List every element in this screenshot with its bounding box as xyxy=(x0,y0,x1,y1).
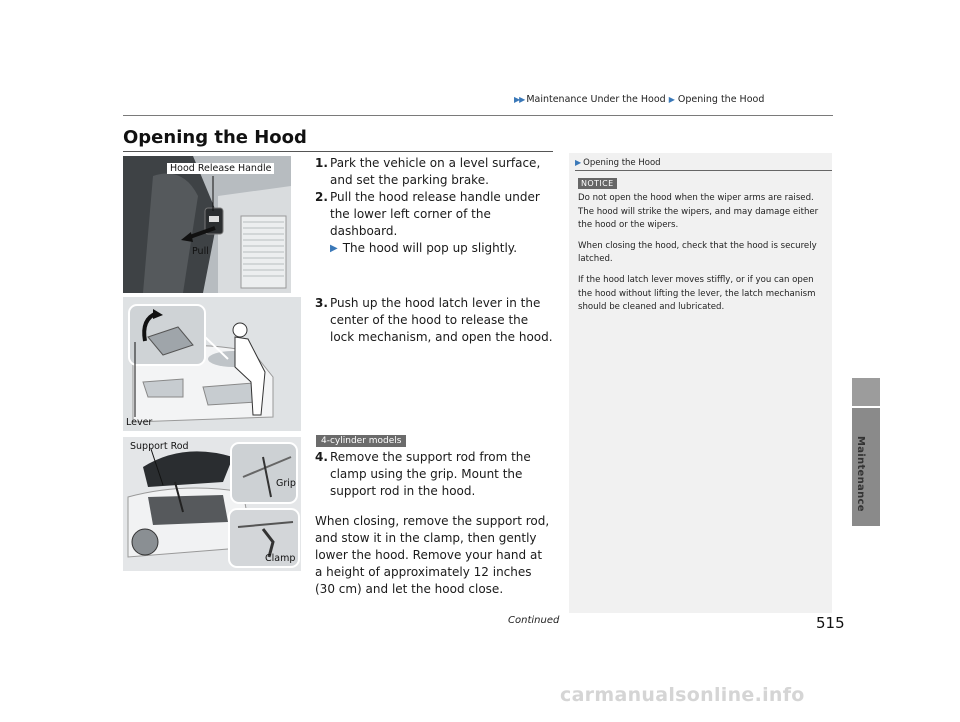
note-text xyxy=(578,192,826,322)
title-rule xyxy=(123,151,553,152)
note-title-text: Opening the Hood xyxy=(583,158,661,168)
hood-release-illustration xyxy=(123,156,291,293)
step-1 xyxy=(315,155,555,189)
step-1-text: Park the vehicle on a level surface, and set the parking brake. xyxy=(330,156,541,187)
step-2-number: 2. xyxy=(315,190,328,204)
side-tab-label: Maintenance xyxy=(855,436,866,512)
breadcrumb-arrow-icon: ▶▶ xyxy=(514,95,525,104)
note-title xyxy=(575,158,661,168)
step-2-text: Pull the hood release handle under the lower left corner of the dashboard. xyxy=(330,190,540,238)
breadcrumb xyxy=(514,94,764,105)
notice-badge: NOTICE xyxy=(578,178,617,189)
label-support-rod: Support Rod xyxy=(130,441,189,452)
label-hood-release-handle: Hood Release Handle xyxy=(167,163,274,174)
step-3 xyxy=(315,295,555,346)
step-4-text: Remove the support rod from the clamp using the grip. Mount the support rod in the hood. xyxy=(330,450,531,498)
model-badge: 4-cylinder models xyxy=(316,435,406,447)
breadcrumb-separator-icon: ▶ xyxy=(668,95,675,104)
step-4-number: 4. xyxy=(315,450,328,464)
note-paragraph-3: If the hood latch lever moves stiffly, or if you can open the hood without lifting the lever, the latch mechanism should be cleaned and lubricated. xyxy=(578,274,816,313)
step-3-text: Push up the hood latch lever in the center of the hood to release the lock mechanism, and open the hood. xyxy=(330,296,553,344)
step-2-sub-text: The hood will pop up slightly. xyxy=(342,241,518,255)
label-pull: Pull xyxy=(192,246,209,257)
hood-release-image xyxy=(123,156,291,293)
label-lever: Lever xyxy=(126,417,153,428)
step-2-sub-arrow-icon: ▶ xyxy=(330,243,338,254)
support-rod-illustration xyxy=(123,437,301,571)
label-clamp: Clamp xyxy=(265,553,296,564)
step-1-number: 1. xyxy=(315,156,328,170)
watermark: carmanualsonline.info xyxy=(560,684,805,706)
step-4 xyxy=(315,449,555,500)
continued-label: Continued xyxy=(508,615,560,626)
note-paragraph-1: Do not open the hood when the wiper arms are raised. The hood will strike the wipers, and may damage either the hood or the wipers. xyxy=(578,193,819,231)
side-tab-top xyxy=(852,378,880,406)
breadcrumb-parent[interactable]: Maintenance Under the Hood xyxy=(526,94,666,105)
page-number: 515 xyxy=(816,614,845,632)
closing-paragraph: When closing, remove the support rod, and stow it in the clamp, then gently lower the hood. Remove your hand at a height of approximately 12 inches (30 cm) and let the hood close. xyxy=(315,514,550,596)
step-3-number: 3. xyxy=(315,296,328,310)
label-grip: Grip xyxy=(276,478,296,489)
hood-latch-image xyxy=(123,297,301,431)
step-2 xyxy=(315,189,555,257)
note-rule xyxy=(575,170,832,171)
note-arrow-icon: ▶ xyxy=(575,158,582,167)
note-paragraph-2: When closing the hood, check that the hood is securely latched. xyxy=(578,240,817,265)
page-title: Opening the Hood xyxy=(123,127,307,148)
support-rod-image xyxy=(123,437,301,571)
hood-latch-illustration xyxy=(123,297,301,431)
header-rule xyxy=(123,115,833,116)
breadcrumb-current: Opening the Hood xyxy=(677,94,765,105)
